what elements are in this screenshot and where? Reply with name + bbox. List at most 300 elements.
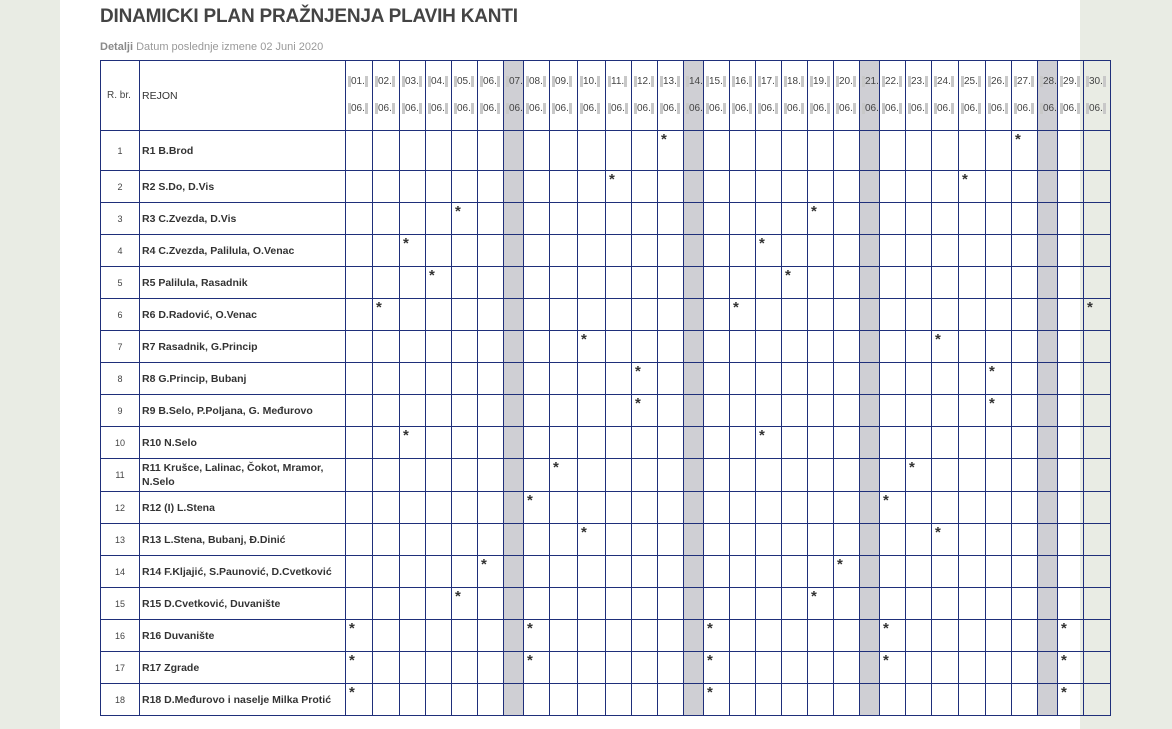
row-number: 9 [101, 395, 140, 427]
region-name: R9 B.Selo, P.Poljana, G. Međurovo [140, 395, 346, 427]
day-cell [426, 131, 452, 171]
header-day-label [454, 76, 474, 87]
day-cell [808, 171, 834, 203]
cell-marker [365, 76, 368, 87]
month-number: 06. [911, 103, 925, 114]
cell-marker [445, 103, 448, 114]
day-cell [1012, 524, 1038, 556]
header-month-label [810, 103, 830, 114]
day-cell [478, 588, 504, 620]
day-cell [756, 524, 782, 556]
region-name: R18 D.Međurovo i naselje Milka Protić [140, 684, 346, 716]
header-day-label [908, 76, 928, 87]
day-cell [860, 620, 880, 652]
table-row [101, 299, 1111, 331]
day-cell [906, 492, 932, 524]
day-cell [834, 556, 860, 588]
table-row [101, 556, 1111, 588]
month-number: 06. [378, 103, 392, 114]
day-cell [730, 203, 756, 235]
day-cell [730, 395, 756, 427]
day-cell [906, 331, 932, 363]
day-cell [1038, 395, 1058, 427]
collection-mark: * [1061, 652, 1067, 669]
day-cell [452, 299, 478, 331]
day-cell [986, 492, 1012, 524]
day-number: 09. [555, 76, 569, 87]
day-cell [658, 620, 684, 652]
day-cell [704, 684, 730, 716]
day-number: 21. [865, 76, 879, 87]
day-cell [658, 203, 684, 235]
day-cell [756, 620, 782, 652]
day-cell [684, 395, 704, 427]
cell-marker [569, 103, 572, 114]
day-cell [658, 131, 684, 171]
day-cell [1084, 588, 1111, 620]
day-cell [606, 363, 632, 395]
day-cell [1012, 395, 1038, 427]
cell-marker [471, 103, 474, 114]
day-cell [1038, 171, 1058, 203]
day-cell [550, 459, 578, 492]
day-cell [524, 299, 550, 331]
day-cell [346, 652, 373, 684]
month-number: 06. [431, 103, 445, 114]
day-cell [1038, 492, 1058, 524]
day-cell [730, 588, 756, 620]
cell-marker [951, 76, 954, 87]
day-cell [1058, 620, 1084, 652]
day-cell [880, 203, 906, 235]
cell-marker [853, 76, 856, 87]
cell-marker [1031, 103, 1034, 114]
cell-marker [543, 76, 546, 87]
header-day-28 [1038, 61, 1058, 131]
day-cell [808, 395, 834, 427]
day-cell [1038, 556, 1058, 588]
day-number: 15. [709, 76, 723, 87]
header-month-label [552, 103, 572, 114]
day-cell [932, 363, 959, 395]
collection-mark: * [1061, 620, 1067, 637]
day-number: 22. [885, 76, 899, 87]
day-cell [426, 395, 452, 427]
day-number: 29. [1063, 76, 1077, 87]
day-cell [550, 427, 578, 459]
day-cell [860, 235, 880, 267]
month-number: 06. [1043, 103, 1057, 114]
month-number: 06. [991, 103, 1005, 114]
cell-marker [365, 103, 368, 114]
header-day-label [660, 76, 680, 87]
table-row [101, 395, 1111, 427]
table-row [101, 652, 1111, 684]
day-cell [1012, 427, 1038, 459]
header-day-label [706, 76, 726, 87]
day-cell [346, 492, 373, 524]
day-cell [1058, 556, 1084, 588]
day-cell [782, 556, 808, 588]
day-cell [426, 556, 452, 588]
day-cell [808, 331, 834, 363]
collection-mark: * [403, 427, 409, 444]
table-row [101, 267, 1111, 299]
cell-marker [597, 103, 600, 114]
day-cell [524, 620, 550, 652]
day-cell [932, 427, 959, 459]
day-cell [1058, 331, 1084, 363]
day-cell [578, 331, 606, 363]
day-cell [524, 235, 550, 267]
day-cell [782, 652, 808, 684]
day-cell [658, 492, 684, 524]
collection-mark: * [989, 363, 995, 380]
day-cell [1058, 235, 1084, 267]
cell-marker [723, 103, 726, 114]
header-day-label [375, 76, 395, 87]
header-day-label [402, 76, 422, 87]
day-cell [986, 556, 1012, 588]
collection-mark: * [635, 395, 641, 412]
day-cell [550, 331, 578, 363]
day-cell [504, 131, 524, 171]
header-day-11 [606, 61, 632, 131]
header-day-29 [1058, 61, 1084, 131]
day-cell [756, 331, 782, 363]
day-cell [782, 203, 808, 235]
day-cell [478, 131, 504, 171]
month-number: 06. [457, 103, 471, 114]
day-cell [346, 427, 373, 459]
day-cell [1038, 299, 1058, 331]
day-cell [986, 171, 1012, 203]
day-cell [834, 395, 860, 427]
day-cell [684, 459, 704, 492]
region-name: R6 D.Radović, O.Venac [140, 299, 346, 331]
header-month-label [1014, 103, 1034, 114]
day-number: 30. [1089, 76, 1103, 87]
day-cell [578, 299, 606, 331]
day-cell [578, 459, 606, 492]
day-cell [959, 171, 986, 203]
header-month-label [634, 103, 654, 114]
day-cell [1058, 299, 1084, 331]
day-cell [606, 395, 632, 427]
table-row [101, 459, 1111, 492]
day-cell [373, 363, 400, 395]
header-month-label [480, 103, 500, 114]
day-cell [606, 684, 632, 716]
day-cell [756, 267, 782, 299]
day-cell [704, 363, 730, 395]
day-cell [756, 684, 782, 716]
cell-marker [625, 103, 628, 114]
cell-marker [419, 103, 422, 114]
day-cell [932, 299, 959, 331]
collection-mark: * [962, 171, 968, 188]
day-cell [860, 267, 880, 299]
day-cell [606, 235, 632, 267]
day-cell [1038, 588, 1058, 620]
day-cell [986, 363, 1012, 395]
day-cell [808, 492, 834, 524]
day-number: 14. [689, 76, 703, 87]
day-cell [932, 235, 959, 267]
collection-mark: * [527, 492, 533, 509]
cell-marker [677, 103, 680, 114]
collection-mark: * [403, 235, 409, 252]
day-cell [986, 427, 1012, 459]
header-day-7 [504, 61, 524, 131]
day-cell [782, 620, 808, 652]
day-cell [346, 620, 373, 652]
header-day-label [784, 76, 804, 87]
day-number: 18. [787, 76, 801, 87]
day-cell [524, 684, 550, 716]
day-cell [346, 299, 373, 331]
day-cell [400, 459, 426, 492]
day-cell [452, 331, 478, 363]
day-cell [426, 588, 452, 620]
day-cell [373, 556, 400, 588]
day-cell [550, 131, 578, 171]
row-number: 4 [101, 235, 140, 267]
day-cell [959, 331, 986, 363]
day-cell [986, 299, 1012, 331]
cell-marker [677, 76, 680, 87]
header-month-label [1086, 103, 1106, 114]
day-cell [346, 267, 373, 299]
collection-mark: * [707, 684, 713, 701]
day-cell [959, 203, 986, 235]
day-cell [834, 492, 860, 524]
header-month-label [758, 103, 778, 114]
header-day-label [428, 76, 448, 87]
day-cell [550, 203, 578, 235]
day-cell [478, 492, 504, 524]
day-cell [1084, 459, 1111, 492]
day-cell [452, 524, 478, 556]
day-cell [906, 131, 932, 171]
day-cell [906, 203, 932, 235]
day-cell [932, 171, 959, 203]
day-cell [658, 171, 684, 203]
day-cell [504, 331, 524, 363]
day-cell [932, 588, 959, 620]
header-row-number: R. br. [101, 61, 140, 131]
day-cell [578, 235, 606, 267]
day-cell [1038, 131, 1058, 171]
header-day-4 [426, 61, 452, 131]
day-cell [478, 459, 504, 492]
day-cell [756, 203, 782, 235]
header-day-label [580, 76, 600, 87]
day-cell [426, 299, 452, 331]
day-cell [400, 652, 426, 684]
day-cell [906, 171, 932, 203]
day-cell [400, 524, 426, 556]
day-cell [504, 684, 524, 716]
day-cell [426, 171, 452, 203]
day-cell [808, 588, 834, 620]
day-cell [1084, 620, 1111, 652]
day-cell [373, 299, 400, 331]
header-month-label [1040, 103, 1058, 114]
day-cell [730, 235, 756, 267]
region-name: R7 Rasadnik, G.Princip [140, 331, 346, 363]
day-cell [478, 556, 504, 588]
day-cell [578, 652, 606, 684]
day-cell [524, 395, 550, 427]
row-number: 2 [101, 171, 140, 203]
day-cell [932, 652, 959, 684]
day-cell [782, 427, 808, 459]
month-number: 06. [637, 103, 651, 114]
day-cell [452, 171, 478, 203]
day-cell [880, 684, 906, 716]
day-cell [400, 684, 426, 716]
day-number: 26. [991, 76, 1005, 87]
day-cell [860, 684, 880, 716]
day-cell [550, 684, 578, 716]
day-cell [704, 235, 730, 267]
day-cell [860, 427, 880, 459]
day-cell [426, 459, 452, 492]
cell-marker [569, 76, 572, 87]
day-cell [632, 652, 658, 684]
month-number: 06. [787, 103, 801, 114]
collection-mark: * [481, 556, 487, 573]
collection-mark: * [455, 588, 461, 605]
day-cell [373, 652, 400, 684]
cell-marker [853, 103, 856, 114]
day-cell [860, 395, 880, 427]
day-cell [1084, 556, 1111, 588]
day-cell [478, 267, 504, 299]
collection-mark: * [1015, 131, 1021, 148]
day-cell [782, 299, 808, 331]
collection-mark: * [707, 620, 713, 637]
header-month-label [428, 103, 448, 114]
day-cell [906, 556, 932, 588]
day-number: 12. [637, 76, 651, 87]
day-cell [426, 267, 452, 299]
cell-marker [1005, 103, 1008, 114]
day-cell [756, 492, 782, 524]
day-cell [606, 203, 632, 235]
day-cell [578, 684, 606, 716]
day-cell [1012, 363, 1038, 395]
day-cell [1058, 363, 1084, 395]
header-day-label [686, 76, 704, 87]
header-month-label [686, 103, 704, 114]
day-cell [756, 588, 782, 620]
day-cell [860, 171, 880, 203]
day-cell [1038, 267, 1058, 299]
cell-marker [651, 103, 654, 114]
day-cell [632, 556, 658, 588]
day-cell [834, 363, 860, 395]
day-number: 08. [529, 76, 543, 87]
region-name: R12 (I) L.Stena [140, 492, 346, 524]
day-cell [452, 203, 478, 235]
day-cell [1058, 395, 1084, 427]
day-cell [373, 492, 400, 524]
header-day-label [608, 76, 627, 87]
header-month-label [862, 103, 880, 114]
day-cell [959, 556, 986, 588]
day-cell [578, 492, 606, 524]
row-number: 3 [101, 203, 140, 235]
day-cell [578, 395, 606, 427]
cell-marker [978, 103, 981, 114]
collection-mark: * [349, 652, 355, 669]
day-cell [834, 235, 860, 267]
table-row [101, 171, 1111, 203]
day-cell [1084, 203, 1111, 235]
day-cell [1038, 524, 1058, 556]
cell-marker [543, 103, 546, 114]
day-cell [834, 331, 860, 363]
day-number: 05. [457, 76, 471, 87]
day-cell [808, 459, 834, 492]
day-cell [704, 524, 730, 556]
row-number: 8 [101, 363, 140, 395]
day-cell [478, 235, 504, 267]
header-day-label [862, 76, 880, 87]
day-cell [808, 267, 834, 299]
day-cell [400, 556, 426, 588]
day-cell [906, 588, 932, 620]
day-cell [346, 131, 373, 171]
collection-mark: * [935, 331, 941, 348]
day-cell [504, 652, 524, 684]
header-day-18 [782, 61, 808, 131]
day-cell [1012, 267, 1038, 299]
table-row [101, 684, 1111, 716]
day-cell [932, 459, 959, 492]
region-name: R17 Zgrade [140, 652, 346, 684]
details-label[interactable]: Detalji [100, 41, 134, 53]
day-cell [1084, 235, 1111, 267]
day-cell [373, 427, 400, 459]
day-cell [550, 267, 578, 299]
header-day-label [882, 76, 902, 87]
day-cell [1084, 131, 1111, 171]
cell-marker [471, 76, 474, 87]
day-cell [880, 556, 906, 588]
month-number: 06. [583, 103, 597, 114]
day-cell [504, 427, 524, 459]
header-day-label [758, 76, 778, 87]
day-number: 20. [839, 76, 853, 87]
day-cell [632, 171, 658, 203]
day-cell [524, 524, 550, 556]
day-cell [808, 652, 834, 684]
day-cell [959, 620, 986, 652]
day-cell [452, 492, 478, 524]
day-cell [782, 131, 808, 171]
day-cell [684, 203, 704, 235]
day-cell [808, 235, 834, 267]
day-cell [373, 395, 400, 427]
day-cell [986, 588, 1012, 620]
day-cell [400, 427, 426, 459]
header-day-label [526, 76, 546, 87]
header-month-label [934, 103, 954, 114]
day-cell [860, 203, 880, 235]
